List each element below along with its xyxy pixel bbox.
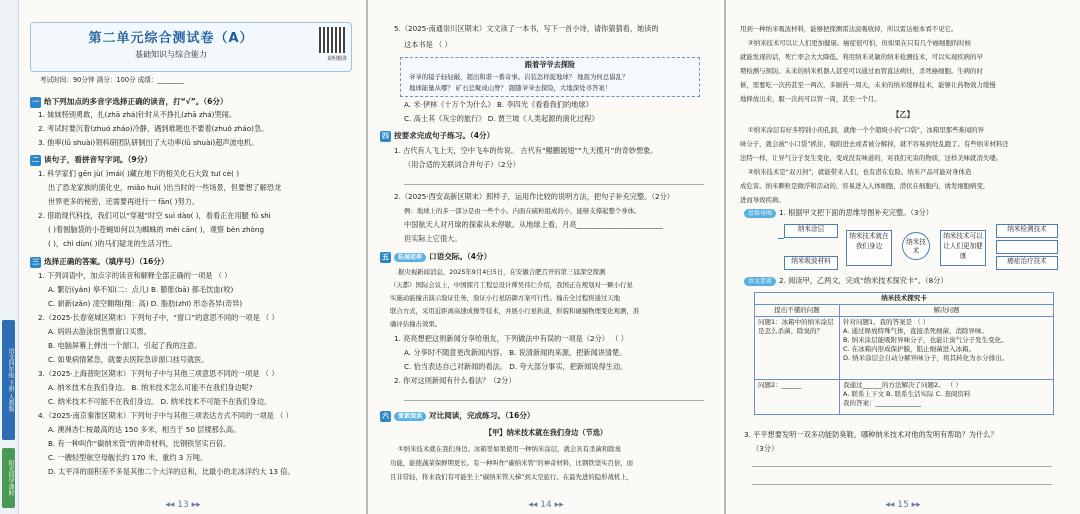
- p15-line-4: 期检测与预防。未来的纳米机器人甚至可以通过血管直达病灶，杀死癌细胞。生病的时: [740, 67, 983, 75]
- t1-ab: A. 分享时不随意更改新闻内容。 B. 说清新闻的来源，把新闻讲清楚。: [404, 348, 627, 357]
- node-stealth: 纳米吸波材料: [784, 256, 838, 270]
- section-tag: 拓展延伸: [394, 253, 426, 262]
- node-cancer: 癌症治疗技术: [996, 256, 1058, 270]
- t1-cd: C. 恰当表达自己对新闻的看法。 D. 夸大部分事实，把新闻说得生动。: [404, 362, 628, 371]
- p15-line-1: 用到一种纳米吸波材料，能够把探测雷达波吸收掉，所以雷达根本看不见它。: [740, 25, 958, 33]
- q1-options-cd: C. 崭新(zǎn) 凌空翱翔(翔：高) D. 脂肪(zhī) 形态各异(奇异): [48, 299, 243, 308]
- section-tag: 要素阅读: [394, 412, 426, 421]
- oral-1: 据央视新闻消息，2025年9月4日5日，在安徽合肥召开的第三届深空探测: [398, 268, 606, 276]
- poem-title: 跟着爷爷去探险: [524, 60, 576, 69]
- r2-d: 但实际上它很大。: [404, 234, 462, 243]
- r2-c: 中国航天人对月球的探索从未停歇。从地球上看，月亮________________________: [404, 220, 663, 229]
- qr-code-icon[interactable]: [319, 27, 345, 53]
- section-number-icon: 四: [382, 132, 389, 140]
- section-3-heading: 三 选择正确的答案。（填序号）（16分）: [32, 257, 169, 266]
- yi-line-6: 进而导致疾病。: [740, 196, 785, 204]
- yi-line-4: ②纳米技术是“双刃剑”，就能带来人们，也有潜在危险。纳米产品可能对身体造: [748, 168, 972, 176]
- side-label: 语文四年级 下册 人教版: [2, 320, 15, 440]
- card-answer-2: 我通过______的方法解决了问题2。 （ ） A. 联系上下文 B. 联系生活实际 C. 查阅资料 我的答案：______________: [840, 380, 1054, 415]
- card-col-solution: 解决问题: [840, 305, 1054, 317]
- oral-5: 确评估撞击效果。: [390, 320, 442, 328]
- question-tag: 语文要素: [744, 277, 776, 286]
- s2-line-6: ( )，chì dùn( )的马们疑龙的生活习性。: [48, 239, 177, 248]
- s2-line-1: 1. 科学家们 gēn jù( )mái( )藏在地下的相关化石大致 tuī cè( ): [38, 169, 240, 178]
- poem-box: [400, 57, 700, 97]
- node-detect: 纳米检测技术: [996, 224, 1058, 238]
- answer-line[interactable]: [404, 184, 704, 185]
- t1: 1. 亮亮想把这则新闻分享给朋友，下列做法中有误的一项是（2分） （ ）: [394, 334, 628, 343]
- s2-line-2: 出了恐龙家族的演化史，miǎo huì( )出当时的一些场景，但要想了解恐龙: [48, 183, 282, 192]
- q5-cd: C. 高士其《灰尘的旅行》 D. 贾兰坡《人类起源的演化过程》: [404, 114, 599, 123]
- card-col-question: 提出不懂的问题: [755, 305, 840, 317]
- s1: 思维导图 1. 根据甲文把下面的思维导图补充完整。（3分）: [744, 208, 933, 218]
- section-6-heading: 六 要素阅读 对比阅读，完成练习。（16分）: [382, 411, 535, 420]
- node-help: 纳米技术就在我们身边: [846, 230, 892, 266]
- page-number: ◂◂ 14 ▸▸: [528, 500, 564, 510]
- explore-card: [754, 292, 1054, 415]
- q3-ab: A. 纳米技术在我们身边。 B. 纳米技术怎么可能不在我们身边呢?: [48, 383, 253, 392]
- q1-options-ab: A. 繁衍(yǎn) 皋不知(二：点儿) B. 膨胀(bā) 都毛饮血(咬): [48, 285, 234, 294]
- qr-label: 说明精讲: [326, 56, 347, 62]
- q5: 5.（2025·南通崇川区期末）文文读了一本书，写下一首小诗，请你猜猜看，她读的: [394, 24, 659, 33]
- reading-title: 【甲】纳米技术就在我们身边（节选）: [484, 428, 608, 437]
- s2-line-5: ( )着圆脑袋的小苍蝇如何以为蜘蛛的 měi cān( )，观察 bèn zhòng: [48, 225, 265, 234]
- node-tech: 纳米技术: [902, 232, 930, 260]
- side-brand: 阳光同学课时: [2, 448, 15, 508]
- s2-line-3: 世界更多的秘密，还需要再进行一 fān( )努力。: [48, 197, 200, 206]
- s3-b: （3分）: [752, 444, 779, 453]
- node-blank[interactable]: [996, 240, 1058, 254]
- q5-ab: A. 米·伊林《十万个为什么》 B. 李四光《看看我们的地球》: [404, 100, 593, 109]
- node-coat: 纳米涂层: [784, 224, 838, 238]
- oral-4: 联合方式，采用近距离高速成像等技术，并展小行星轨道，形貌和碰撞物理变化观测，准: [390, 307, 640, 315]
- poem-line-2: 地球能量从哪？ 矿石总聚成山脊？ 跟随爷爷去探险，大地深处寻答案！: [409, 84, 612, 92]
- passage-yi-title: 【乙】: [892, 110, 914, 119]
- s1-line-1: 1. 妹妹特别勇敢，扎(zhā zhá)针时从不挣扎(zhā zhá)哭闹。: [38, 110, 237, 119]
- r2: 2.（2025·西安高新区期末）照样子，运用作比较的说明方法，把句子补充完整。（2分）: [394, 192, 674, 201]
- section-number-icon: 六: [382, 412, 389, 420]
- oral-3: 实施动能撞击演示验证任务，验证小行星防御方案可行性。撞击全过程将通过天地: [390, 294, 621, 302]
- reading-3: 且非常轻，将来我们有可能坐上“碳纳米管天梯”到太空旅行。在最先进的隐形战机上，: [390, 473, 634, 481]
- card-question-2[interactable]: 问题2：______: [755, 380, 840, 415]
- r1-b: （用合适的关联词合并句子）（2分）: [404, 160, 520, 169]
- p15-line-5: 候，需要吃一次药甚至一两次，多耐药一周天，未来的纳米缓释技术，能够让药物效力缓慢: [740, 81, 996, 89]
- exam-meta: 考试时间：90分钟 满分：100分 成绩：________: [40, 76, 184, 84]
- section-number-icon: 三: [32, 258, 39, 266]
- q3: 3.（2025·上海普陀区期末）下列句子中与其他三项意思不同的一项是 （ ）: [38, 369, 279, 378]
- p15-line-6: 地释放出来，服一次药可以管一周，甚至一个月。: [740, 95, 881, 103]
- poem-line-1: 爷爷的镜子轻轻敲，超出和谐一番奇事。岩装怎样捉地球？ 地震为何总猖乱？: [409, 73, 629, 81]
- q4-c: C. 一艘轻型航空母舰长约 170 米，重约 3 万吨。: [48, 453, 208, 462]
- node-health: 纳米技术可以让人们更加健康: [940, 230, 986, 266]
- section-number-icon: 一: [32, 98, 39, 106]
- card-answer-1: 针对问题1，我的答案是 （ ） A. 通过释放特殊气体，直接杀死细菌、消除异味。 B. 纳米涂层能吸附异味分子，也能让臭气分子发生变化。 C. 在冰箱内形成保护膜，阻止细菌进入冰箱。 D. 纳米涂层会自动分解异味分子，将其转化为水分排出。: [840, 317, 1054, 380]
- section-number-icon: 二: [32, 156, 39, 164]
- page-15: [726, 0, 1080, 514]
- q5-b: 这本书是 （ ）: [404, 40, 452, 49]
- answer-line[interactable]: [404, 400, 704, 401]
- page-number: ◂◂ 13 ▸▸: [165, 500, 201, 510]
- connector: [778, 238, 784, 239]
- page-title: 第二单元综合测试卷（A）: [88, 31, 254, 46]
- page-number: ◂◂ 15 ▸▸: [885, 500, 921, 510]
- section-5-heading: 五 拓展延伸 口语交际。（4分）: [382, 252, 492, 261]
- r1: 1. 古代有人飞上天，空中飞车的传说。 古代有“鲲鹏展翅”“九天揽月”的奇妙想象。: [394, 146, 658, 155]
- page-14: [368, 0, 724, 514]
- oral-2: （天都）国际会议上，中国探月工程总设计师吴伟仁介绍，我国正在规划对一颗小行星: [390, 281, 633, 289]
- reading-2: 功能，能使蔬菜保鲜期更长。有一种叫作“碳纳米管”的神奇材料，比钢铁坚实百倍，而: [390, 459, 634, 467]
- card-question-1: 问题1：冰箱中的纳米涂层是怎么杀菌、除臭的？: [755, 317, 840, 380]
- s1-line-3: 3. 他率(lǜ shuài)领科研团队研制出了大功率(lǜ shuài)超声波电机。: [38, 138, 259, 147]
- q2-b: B. 电脑屏幕上弹出一个窗口，引起了我的注意。: [48, 341, 202, 350]
- page-subtitle: 基础知识与综合能力: [135, 50, 207, 59]
- q4-b: B. 有一种叫作“碳纳米管”的神奇材料，比钢铁坚实百倍。: [48, 439, 231, 448]
- q2-a: A. 妈妈去游泳馆售票窗口买票。: [48, 327, 151, 336]
- yi-line-3: 法特一样，让异气分子发生变化，变成没有味道的，对我们无害的物质，这样美味就消失喽。: [740, 154, 1003, 162]
- yi-line-1: ①纳米涂层有好多特别小的孔洞，就像一个个超级小的“口袋”，冰箱里那些难闻的异: [748, 126, 985, 134]
- s1-line-2: 2. 考试时要沉着(zhuó zháo)冷静，遇到难题也不要着(zhuó zháo)急。: [38, 124, 269, 133]
- q3-cd: C. 纳米技术不可能不在我们身边。 D. 纳米技术不可能不在我们身边。: [48, 397, 272, 406]
- page-13: [0, 0, 366, 514]
- s3: 3. 平平想要发明一双多功能防臭鞋，哪种纳米技术对他的发明有帮助？为什么？: [744, 430, 998, 439]
- side-strip: [0, 0, 19, 514]
- r2-b: 例：地球上的多一部分是由一些个小、内面在硫粒组成的小，能够支撑起整个身体。: [404, 207, 641, 215]
- answer-line[interactable]: [752, 466, 1052, 467]
- s2-line-4: 2. 借助现代科技，我们可以“穿越”时空 suì dào( )，看看正在用腿 fǔ shì: [38, 211, 271, 220]
- reading-1: ①纳米技术就在我们身边。冰箱里如果使用一种纳米涂层，就会具有杀菌和除臭: [398, 445, 622, 453]
- question-tag: 思维导图: [744, 209, 776, 218]
- p15-line-3: 就能发现的话，死亡率会大大降低。利用纳米灵敏的纳米检测技术，可以实现疾病的早: [740, 53, 983, 61]
- s2: 语文要素 2. 阅读甲，乙两文，完成“纳米技术探究卡”。（8分）: [744, 276, 948, 286]
- section-1-heading: 一 给下列加点的多音字选择正确的读音，打“√”。（6分）: [32, 97, 228, 106]
- yi-line-2: 味分子，就会被“小口袋”抓住，吸附进去或者被分解掉，就不容易到处乱跑了。有些纳米材料还: [740, 140, 1009, 148]
- section-4-heading: 四 按要求完成句子练习。（4分）: [382, 131, 495, 140]
- q2: 2.（2025·长春宽城区期末）下列句子中，“窗口”的意思不同的一项是 （ ）: [38, 313, 279, 322]
- q4: 4.（2025·南京秦淮区期末）下列句子中与其他三项表达方式不同的一项是 （ ）: [38, 411, 293, 420]
- section-number-icon: 五: [382, 253, 389, 261]
- q1: 1. 下列词语中，加点字的读音和解释全部正确的一项是 （ ）: [38, 271, 232, 280]
- yi-line-5: 成危害。纳米颗粒是微浮和活动的，容易进入人体细胞，潜伏在细胞内，诱发细胞病变，: [740, 182, 990, 190]
- q2-c: C. 如果病情紧急，就要去医院急诊窗口挂号就医。: [48, 355, 209, 364]
- q4-d: D. 太平洋的面积差不多是其他二个大洋的总和，比最小的北冰洋约大 13 倍。: [48, 467, 295, 476]
- section-2-heading: 二 读句子，看拼音写字词。（9分）: [32, 155, 152, 164]
- answer-line[interactable]: [752, 484, 1052, 485]
- card-title: 纳米技术探究卡: [755, 293, 1054, 305]
- t2: 2. 你对这则新闻有什么看法？（2分）: [394, 376, 516, 385]
- p15-line-2: ②纳米技术可以让人们更加健康。癌症很可怕，但如果在只有几个癌细胞的时候: [748, 39, 972, 47]
- title-box: [30, 22, 352, 72]
- q4-a: A. 澳洲杏仁桉最高的达 150 多米，相当于 50 层楼那么高。: [48, 425, 241, 434]
